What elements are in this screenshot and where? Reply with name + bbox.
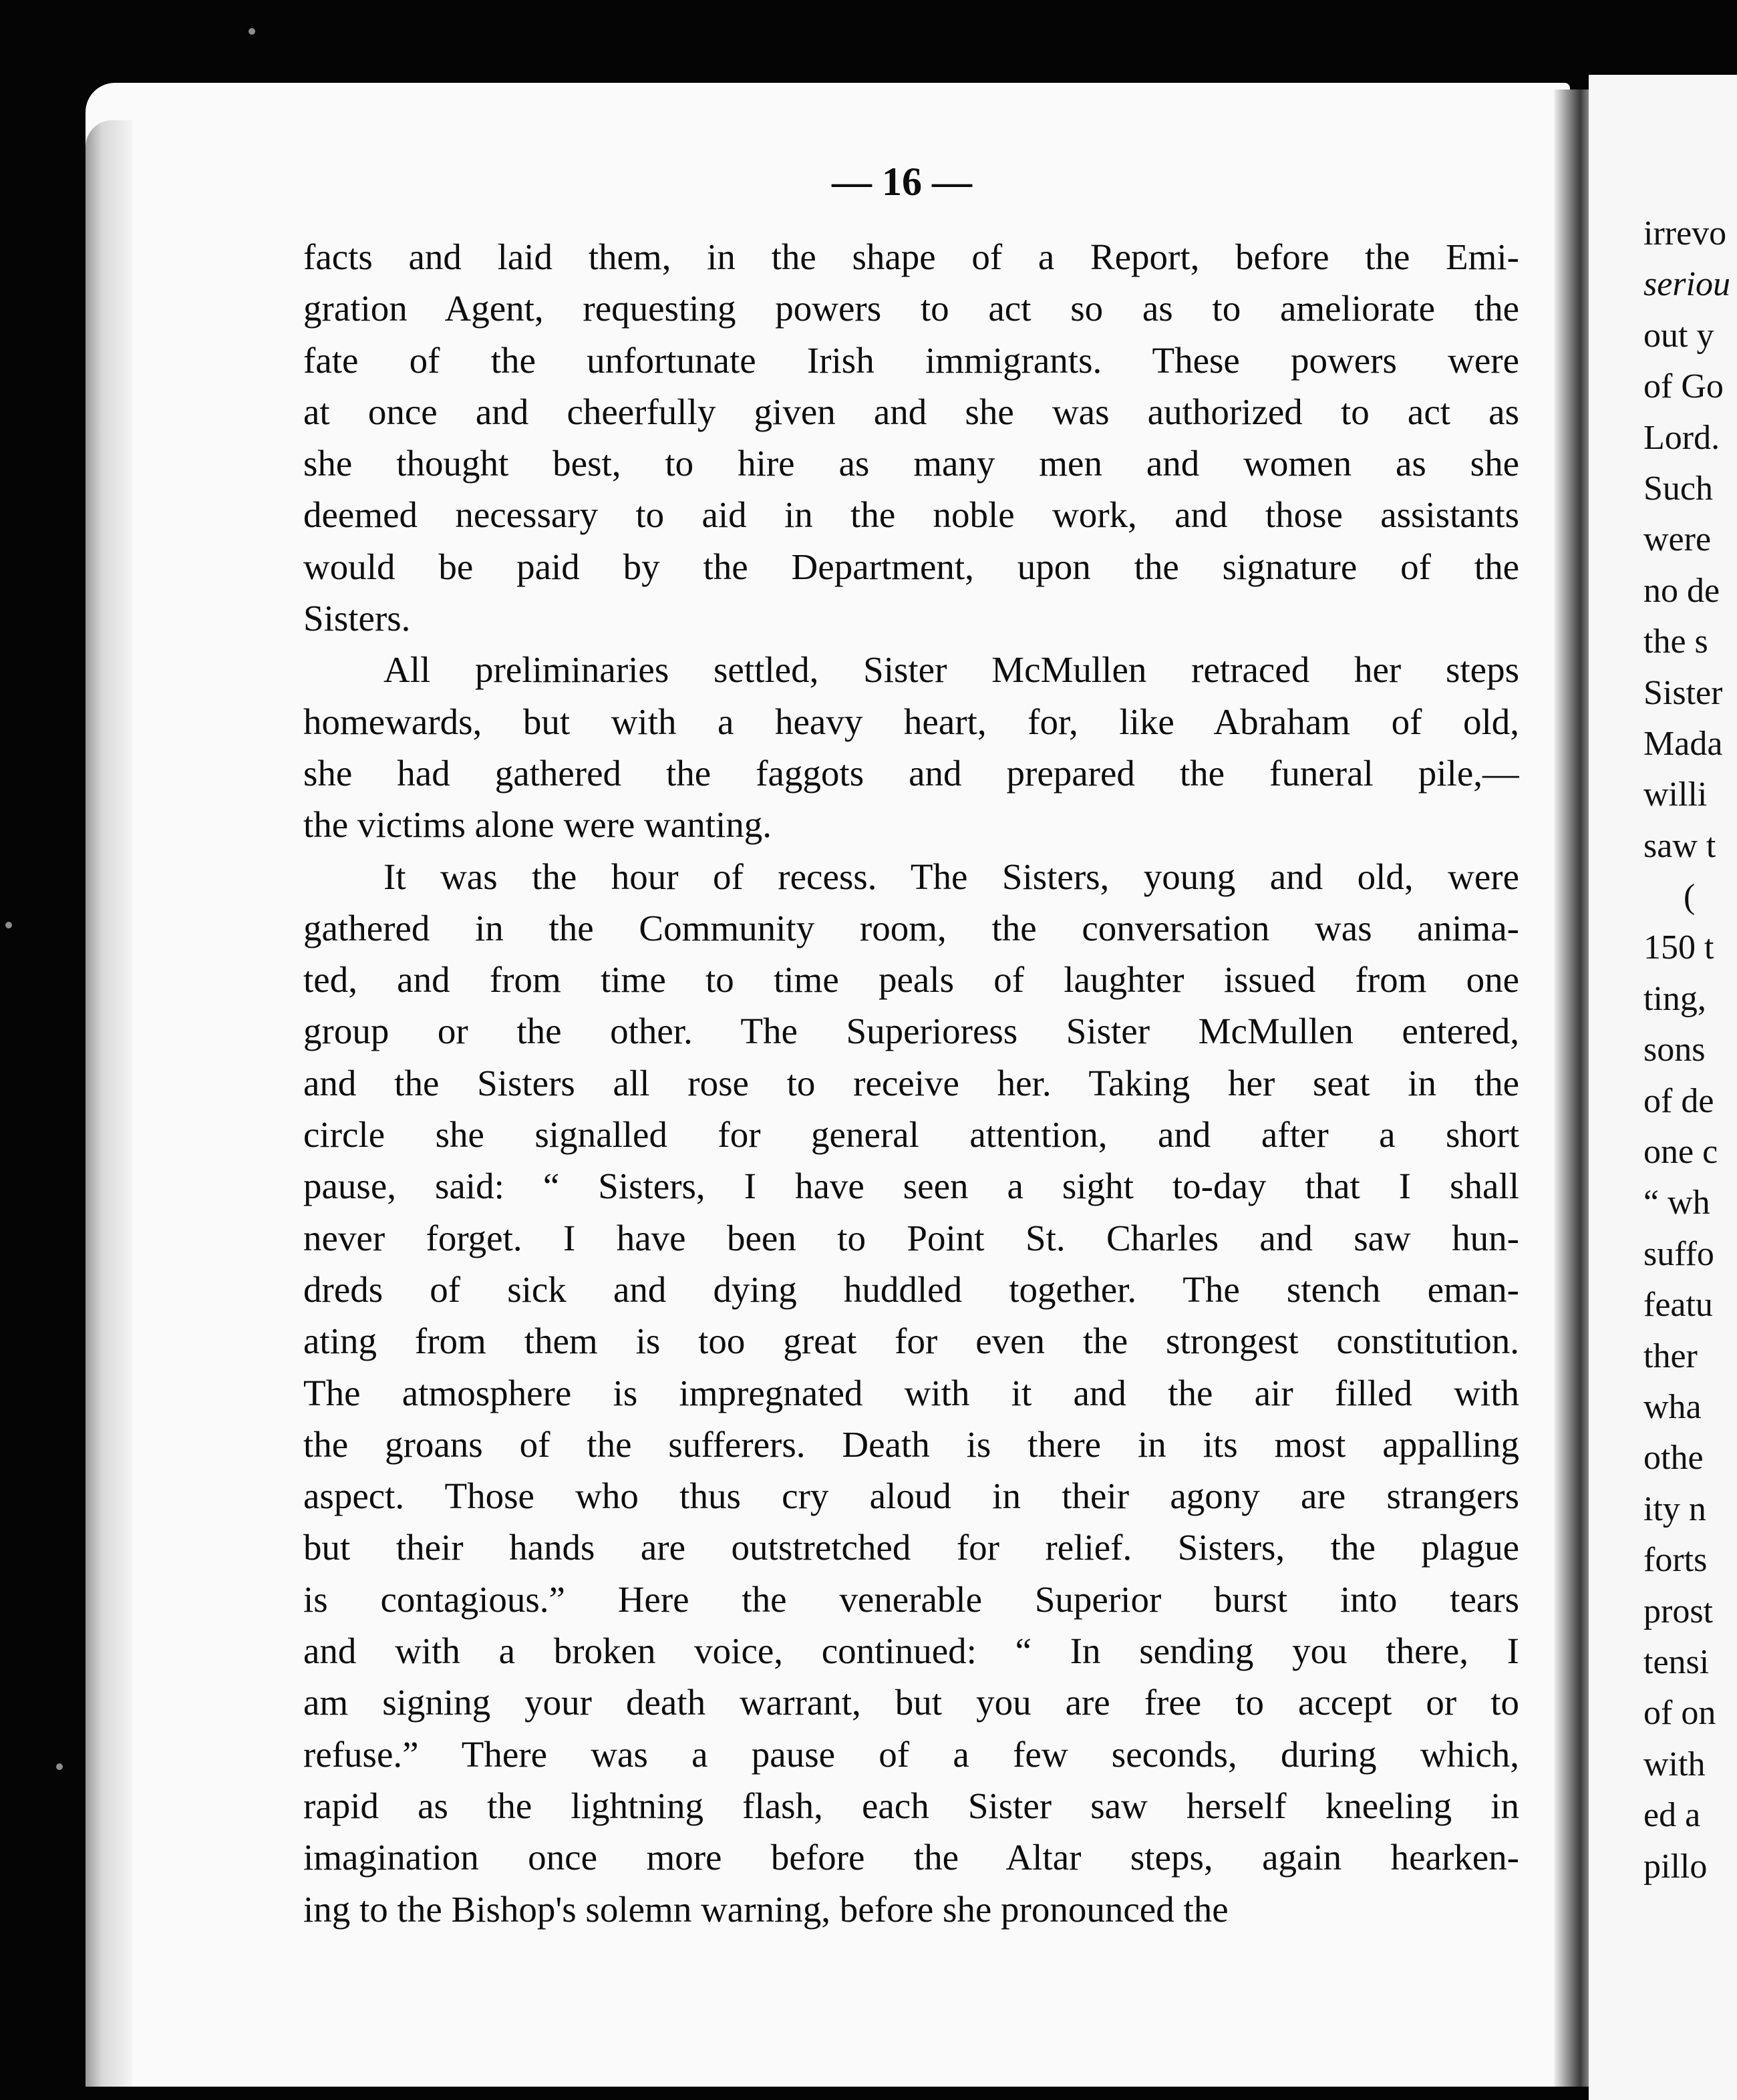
text-line: facts and laid them, in the shape of a Report, before the Emi- xyxy=(303,236,1519,277)
text-line: deemed necessary to aid in the noble work, and those assistants xyxy=(303,494,1519,536)
facing-page-line: featu xyxy=(1643,1286,1713,1325)
facing-page-line: “ wh xyxy=(1643,1184,1710,1222)
facing-page-line: of Go xyxy=(1643,367,1724,406)
text-line: she had gathered the faggots and prepared the funeral pile,— xyxy=(303,752,1519,794)
facing-page-line: forts xyxy=(1643,1541,1708,1580)
facing-page-line: with xyxy=(1643,1745,1706,1783)
text-line: never forget. I have been to Point St. Charles and saw hun- xyxy=(303,1217,1519,1258)
facing-page-line: no de xyxy=(1643,571,1720,610)
facing-page-line: wha xyxy=(1643,1387,1702,1426)
text-line: circle she signalled for general attention, and after a short xyxy=(303,1114,1519,1156)
facing-page-text xyxy=(1643,208,1737,1892)
facing-page-line: irrevo xyxy=(1643,214,1727,252)
text-line: gathered in the Community room, the conversation was anima- xyxy=(303,907,1519,948)
facing-page-line: Mada xyxy=(1643,724,1723,763)
text-line: fate of the unfortunate Irish immigrants. These powers were xyxy=(303,339,1519,381)
text-line: and the Sisters all rose to receive her. Taking her seat in the xyxy=(303,1062,1519,1103)
facing-page-line: ther xyxy=(1643,1337,1698,1375)
facing-page-line: ity n xyxy=(1643,1490,1706,1528)
facing-page-line: seriou xyxy=(1643,265,1730,304)
text-line: imagination once more before the Altar steps, again hearken- xyxy=(303,1837,1519,1878)
text-line: refuse.” There was a pause of a few seconds, during which, xyxy=(303,1733,1519,1775)
text-line: at once and cheerfully given and she was authorized to act as xyxy=(303,391,1519,432)
text-line: am signing your death warrant, but you are free to accept or to xyxy=(303,1682,1519,1723)
facing-page-line: out y xyxy=(1643,316,1714,355)
text-line: It was the hour of recess. The Sisters, young and old, were xyxy=(383,856,1519,897)
facing-page-line: were xyxy=(1643,520,1712,559)
text-line: ted, and from time to time peals of laughter issued from one xyxy=(303,959,1519,1001)
text-line: homewards, but with a heavy heart, for, like Abraham of old, xyxy=(303,701,1519,742)
facing-page-line: sons xyxy=(1643,1031,1706,1069)
text-line: The atmosphere is impregnated with it and the air filled with xyxy=(303,1372,1519,1413)
facing-page-line: of on xyxy=(1643,1694,1716,1733)
facing-page-line: ( xyxy=(1684,878,1696,916)
facing-page-line: the s xyxy=(1643,623,1708,661)
text-line: All preliminaries settled, Sister McMullen retraced her steps xyxy=(383,649,1519,691)
left-page-curl xyxy=(86,120,132,2087)
facing-page-line: saw t xyxy=(1643,826,1716,865)
speck xyxy=(249,28,255,35)
text-line: gration Agent, requesting powers to act so as to ameliorate the xyxy=(303,288,1519,329)
facing-page-line: of de xyxy=(1643,1081,1714,1120)
facing-page-line: pillo xyxy=(1643,1847,1708,1886)
text-line: she thought best, to hire as many men and women as she xyxy=(303,443,1519,484)
facing-page-line: willi xyxy=(1643,775,1708,814)
text-line: Sisters. xyxy=(303,598,411,639)
facing-page-line: 150 t xyxy=(1643,928,1714,967)
facing-page-line: Sister xyxy=(1643,673,1723,712)
text-line: aspect. Those who thus cry aloud in their agony are strangers xyxy=(303,1475,1519,1517)
page-number: — 16 — xyxy=(832,160,972,204)
facing-page-line: suffo xyxy=(1643,1234,1714,1273)
text-line: rapid as the lightning flash, each Sister saw herself kneeling in xyxy=(303,1785,1519,1826)
text-line: the victims alone were wanting. xyxy=(303,804,772,846)
text-line: ing to the Bishop's solemn warning, before she pronounced the xyxy=(303,1888,1229,1930)
facing-page-line: othe xyxy=(1643,1439,1704,1477)
facing-page-line: ting, xyxy=(1643,979,1706,1018)
text-line: but their hands are outstretched for relief. Sisters, the plague xyxy=(303,1527,1519,1568)
text-line: group or the other. The Superioress Sister McMullen entered, xyxy=(303,1011,1519,1052)
facing-page-line: one c xyxy=(1643,1133,1718,1172)
page-text xyxy=(303,231,1519,1935)
facing-page-line: ed a xyxy=(1643,1796,1701,1835)
facing-page-line: prost xyxy=(1643,1592,1713,1630)
text-line: pause, said: “ Sisters, I have seen a sight to-day that I shall xyxy=(303,1166,1519,1207)
facing-page-line: Lord. xyxy=(1643,418,1720,457)
speck xyxy=(56,1763,63,1770)
text-line: is contagious.” Here the venerable Superior burst into tears xyxy=(303,1578,1519,1620)
speck xyxy=(5,922,12,928)
text-line: the groans of the sufferers. Death is there in its most appalling xyxy=(303,1423,1519,1465)
text-line: ating from them is too great for even the strongest constitution. xyxy=(303,1321,1519,1362)
facing-page-line: tensi xyxy=(1643,1642,1710,1681)
text-line: would be paid by the Department, upon the signature of the xyxy=(303,546,1519,587)
book-gutter xyxy=(1554,90,1591,2087)
facing-page-line: Such xyxy=(1643,469,1713,508)
text-line: dreds of sick and dying huddled together. The stench eman- xyxy=(303,1268,1519,1310)
text-line: and with a broken voice, continued: “ In sending you there, I xyxy=(303,1630,1519,1672)
